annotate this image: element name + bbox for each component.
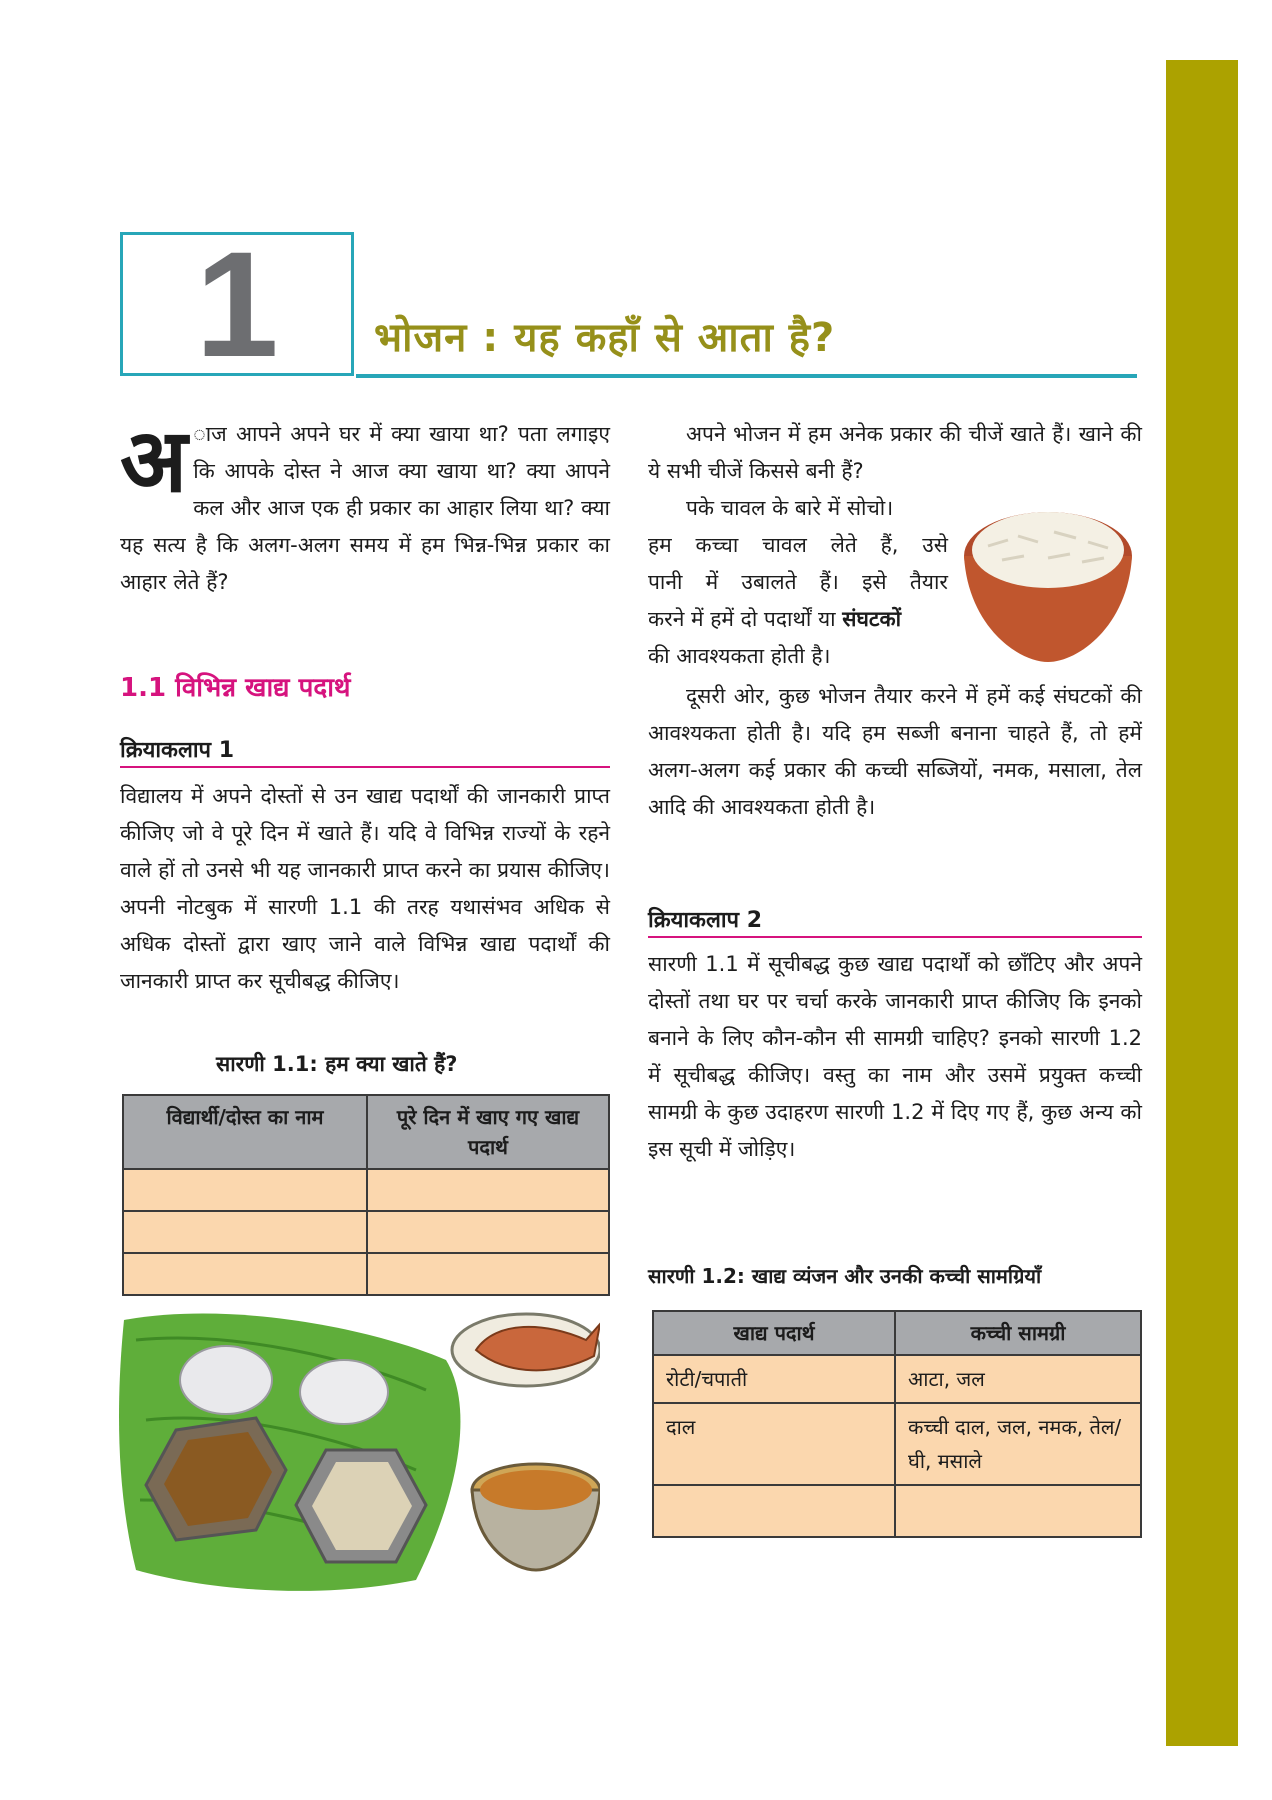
table2	[652, 1310, 1142, 1538]
table-row	[653, 1485, 1141, 1537]
activity2-rule	[648, 936, 1142, 938]
drop-cap: अ	[120, 409, 188, 512]
activity2-text: सारणी 1.1 में सूचीबद्ध कुछ खाद्य पदार्थों को छाँटिए और अपने दोस्तों तथा घर पर चर्चा करके जानकारी प्राप्त कीजिए कि इनको बनाने के लिए कौन-कौन सी सामग्री चाहिए? इनको सारणी 1.2 में सूचीबद्ध कीजिए। वस्तु का नाम और उसमें प्रयुक्त कच्ची सामग्री के कुछ उदाहरण सारणी 1.2 में दिए गए हैं, कुछ अन्य को इस सूची में जोड़िए।	[648, 952, 1142, 1161]
table2-caption: सारणी 1.2: खाद्य व्यंजन और उनकी कच्ची सामग्रियाँ	[648, 1264, 1042, 1288]
right-paragraph-1: अपने भोजन में हम अनेक प्रकार की चीजें खाते हैं। खाने की ये सभी चीजें किससे बनी हैं?	[648, 422, 1142, 483]
intro-paragraph	[120, 409, 610, 601]
side-color-band	[1166, 60, 1238, 1746]
bold-term: संघटकों	[842, 607, 902, 631]
title-underline	[356, 374, 1137, 378]
table1-caption: सारणी 1.1: हम क्या खाते हैं?	[216, 1052, 458, 1076]
table1-header-food: पूरे दिन में खाए गए खाद्य पदार्थ	[367, 1095, 609, 1169]
table-row: रोटी/चपाती आटा, जल	[653, 1355, 1141, 1403]
table-header-row	[123, 1095, 609, 1169]
table1	[122, 1094, 610, 1296]
table2-header-ingredients: कच्ची सामग्री	[895, 1311, 1141, 1355]
activity1-text: विद्यालय में अपने दोस्तों से उन खाद्य पदार्थों की जानकारी प्राप्त कीजिए जो वे पूरे दिन में खाते हैं। यदि वे विभिन्न राज्यों के रहने वाले हों तो उनसे भी यह जानकारी प्राप्त करने का प्रयास कीजिए। अपनी नोटबुक में सारणी 1.1 की तरह यथासंभव अधिक से अधिक दोस्तों द्वारा खाए जाने वाले विभिन्न खाद्य पदार्थों की जानकारी प्राप्त कर सूचीबद्ध कीजिए।	[120, 784, 610, 993]
table-row	[123, 1253, 609, 1295]
section-heading: 1.1 विभिन्न खाद्य पदार्थ	[120, 673, 351, 703]
chapter-title: भोजन : यह कहाँ से आता है?	[374, 315, 836, 361]
table2-header-food: खाद्य पदार्थ	[653, 1311, 895, 1355]
intro-text: ाज आपने अपने घर में क्या खाया था? पता लगाइए कि आपके दोस्त ने आज क्या खाया था? क्या आपने कल और आज एक ही प्रकार का आहार लिया था? क्या यह सत्य है कि अलग-अलग समय में हम भिन्न-भिन्न प्रकार का आहार लेते हैं?	[120, 422, 610, 594]
activity2-paragraph	[648, 946, 1142, 1168]
activity1-paragraph	[120, 778, 610, 1000]
table-header-row	[653, 1311, 1141, 1355]
right-paragraph-3: दूसरी ओर, कुछ भोजन तैयार करने में हमें कई संघटकों की आवश्यकता होती है। यदि हम सब्जी बनाना चाहते हैं, तो हमें अलग-अलग कई प्रकार की कच्ची सब्जियों, नमक, मसाला, तेल आदि की आवश्यकता होती है।	[648, 684, 1142, 819]
table-row	[123, 1169, 609, 1211]
activity1-heading: क्रियाकलाप 1	[120, 738, 235, 763]
activity2-heading: क्रियाकलाप 2	[648, 908, 763, 933]
chapter-number-box	[120, 220, 354, 388]
table1-header-name: विद्यार्थी/दोस्त का नाम	[123, 1095, 367, 1169]
food-illustration-left	[116, 1300, 600, 1600]
rice-bowl-image	[958, 496, 1138, 666]
activity1-rule	[120, 766, 610, 768]
table-row: दाल कच्ची दाल, जल, नमक, तेल/घी, मसाले	[653, 1403, 1141, 1485]
chapter-number: 1	[195, 220, 279, 388]
right-paragraph-2: पके चावल के बारे में सोचो। हम कच्चा चावल लेते हैं, उसे पानी में उबालते हैं। इसे तैयार करने में हमें दो पदार्थों या संघटकों की आवश्यकता होती है।	[648, 496, 948, 668]
table-row	[123, 1211, 609, 1253]
